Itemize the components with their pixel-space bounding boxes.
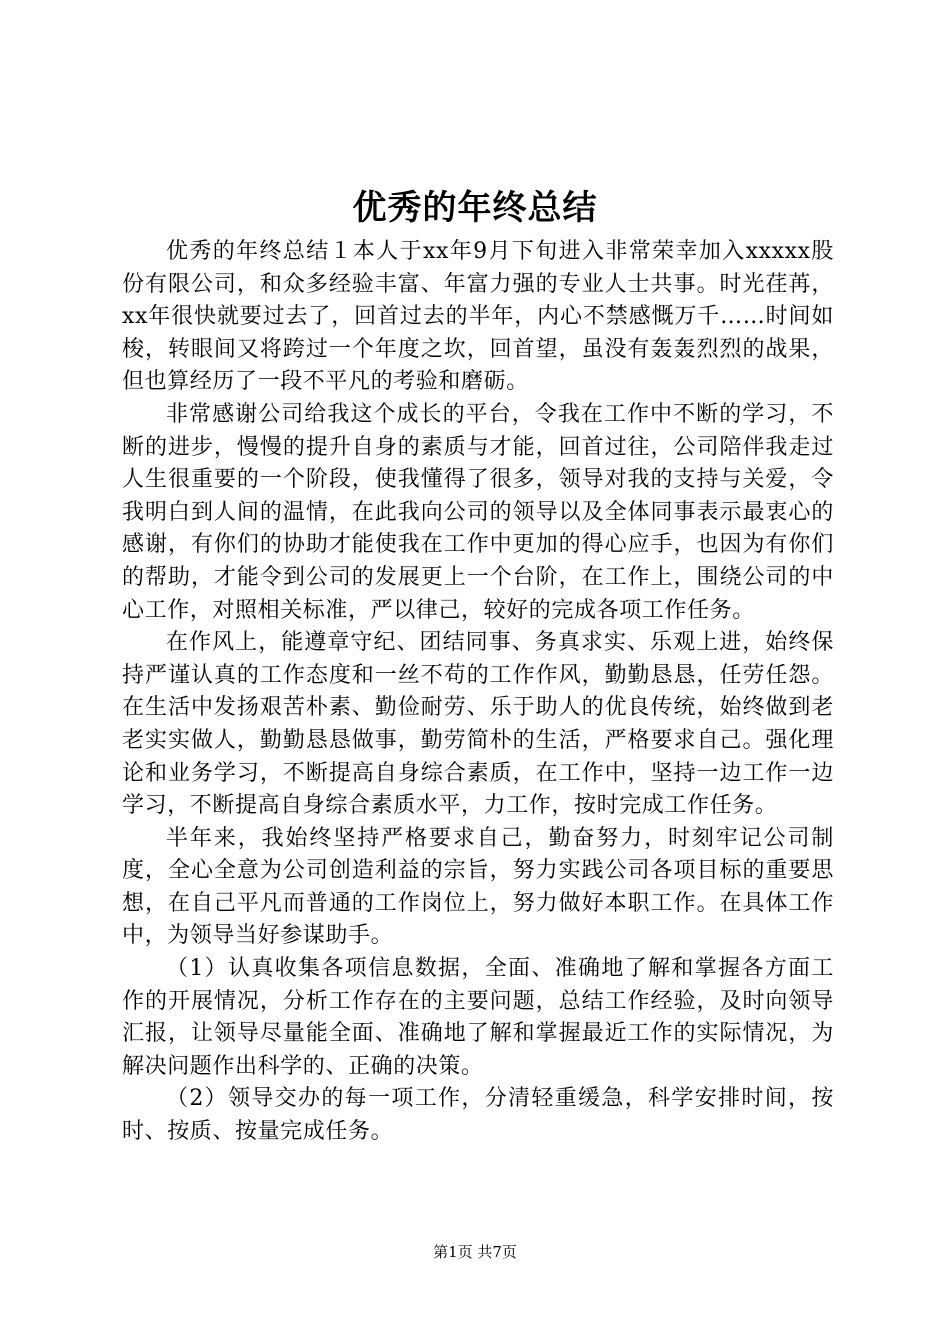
paragraph-1: 优秀的年终总结１本人于xx年9月下旬进入非常荣幸加入xxxxx股份有限公司，和众多经验丰富、年富力强的专业人士共事。时光荏苒，xx年很快就要过去了，回首过去的半年，内心不禁感慨万千……时间如梭，转眼间又将跨过一个年度之坎，回首望，虽没有轰轰烈烈的战果，但也算经历了一段不平凡的考验和磨砺。 xyxy=(122,239,834,395)
document-title: 优秀的年终总结 xyxy=(352,188,598,228)
paragraph-6: （2）领导交办的每一项工作，分清轻重缓急，科学安排时间，按时、按质、按量完成任务。 xyxy=(122,1086,834,1145)
paragraph-3: 在作风上，能遵章守纪、团结同事、务真求实、乐观上进，始终保持严谨认真的工作态度和一丝不苟的工作作风，勤勤恳恳，任劳任怨。在生活中发扬艰苦朴素、勤俭耐劳、乐于助人的优良传统，始终做到老老实实做人，勤勤恳恳做事，勤劳简朴的生活，严格要求自己。强化理论和业务学习，不断提高自身综合素质，在工作中，坚持一边工作一边学习，不断提高自身综合素质水平，力工作，按时完成工作任务。 xyxy=(122,630,834,819)
paragraph-2: 非常感谢公司给我这个成长的平台，令我在工作中不断的学习，不断的进步，慢慢的提升自身的素质与才能，回首过往，公司陪伴我走过人生很重要的一个阶段，使我懂得了很多，领导对我的支持与关爱，令我明白到人间的温情，在此我向公司的领导以及全体同事表示最衷心的感谢，有你们的协助才能使我在工作中更加的得心应手，也因为有你们的帮助，才能令到公司的发展更上一个台阶，在工作上，围绕公司的中心工作，对照相关标准，严以律己，较好的完成各项工作任务。 xyxy=(122,401,834,623)
paragraph-4: 半年来，我始终坚持严格要求自己，勤奋努力，时刻牢记公司制度，全心全意为公司创造利益的宗旨，努力实践公司各项目标的重要思想，在自己平凡而普通的工作岗位上，努力做好本职工作。在具体工作中，为领导当好参谋助手。 xyxy=(122,825,834,949)
paragraph-5: （1）认真收集各项信息数据，全面、准确地了解和掌握各方面工作的开展情况，分析工作存在的主要问题，总结工作经验，及时向领导汇报，让领导尽量能全面、准确地了解和掌握最近工作的实际情况，为解决问题作出科学的、正确的决策。 xyxy=(122,956,834,1079)
page-footer: 第1页 共7页 xyxy=(433,1243,517,1261)
document-body xyxy=(122,236,834,1149)
